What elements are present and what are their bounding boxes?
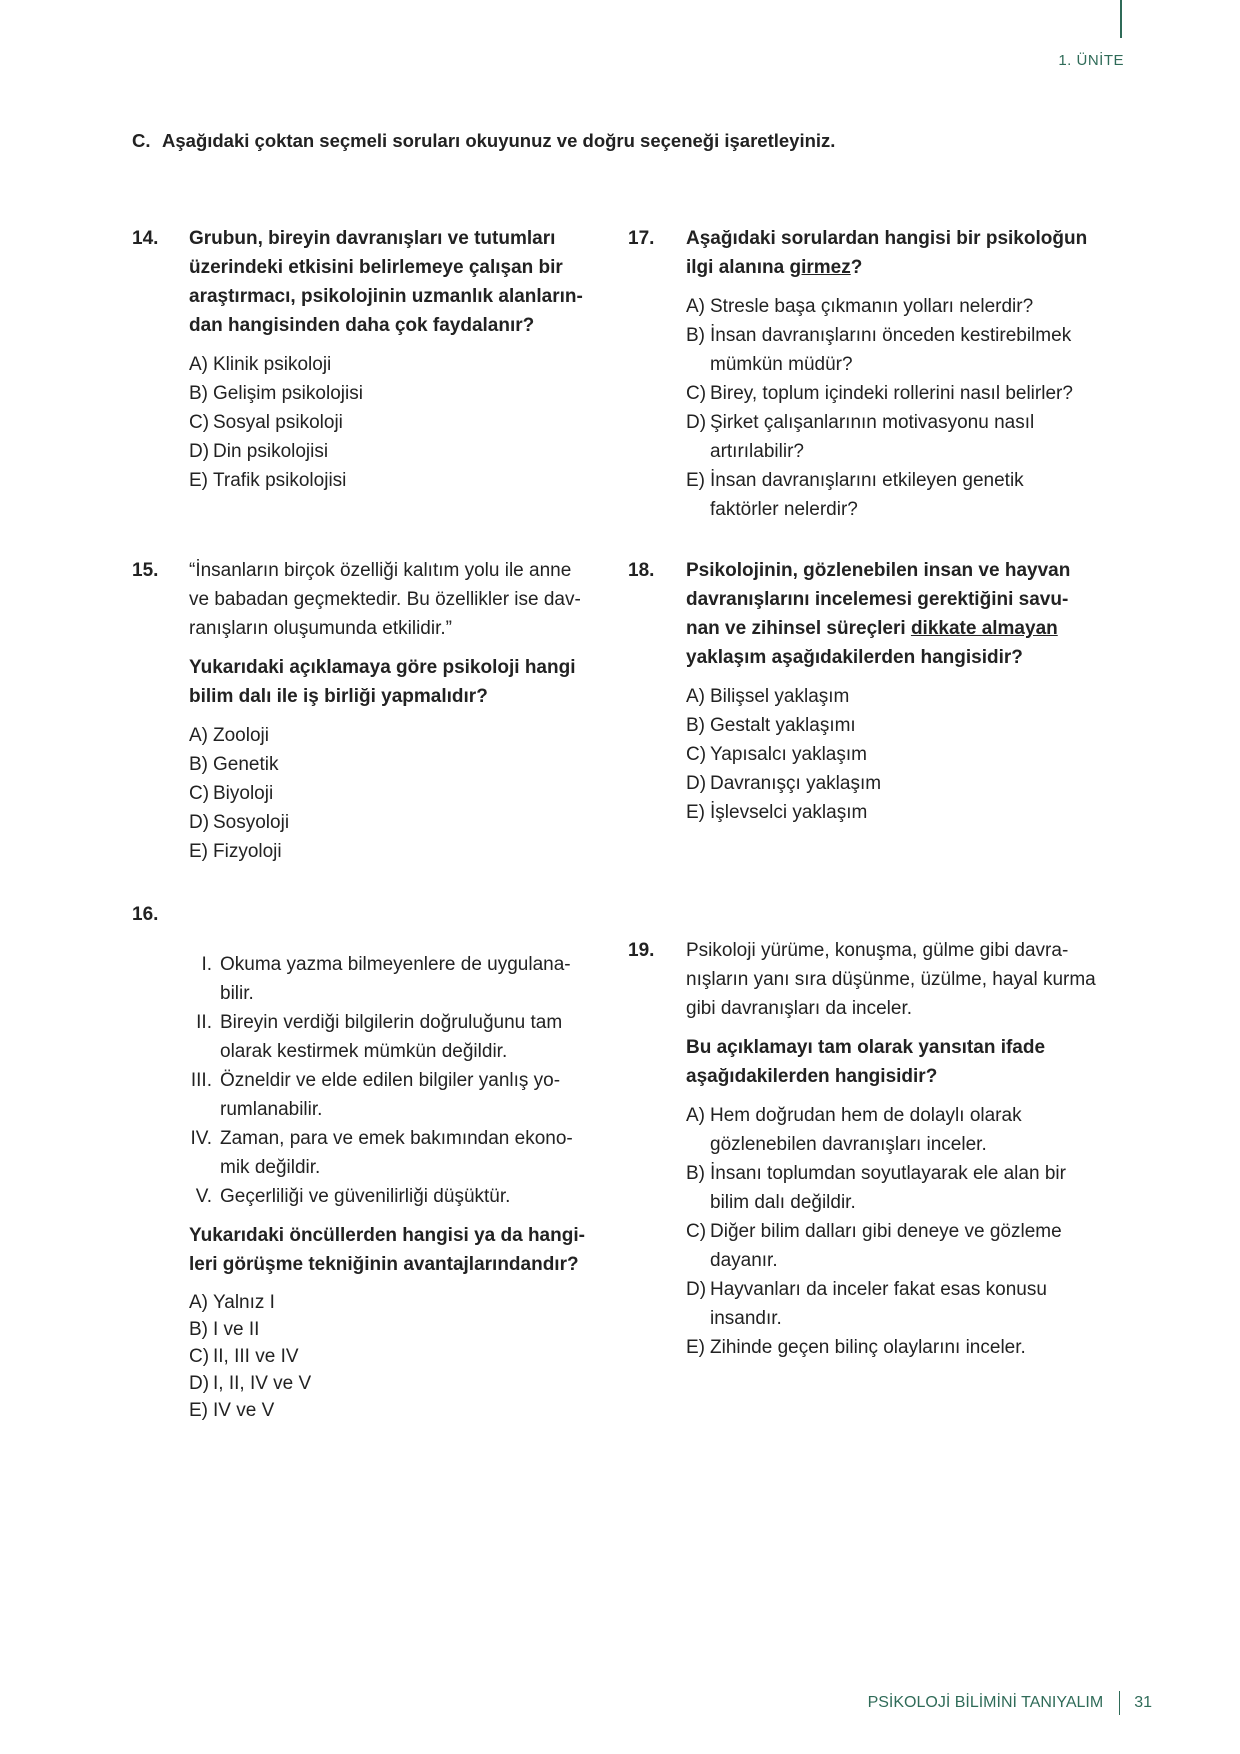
- option-list: [686, 682, 1148, 827]
- option-b[interactable]: B) İnsanı toplumdan soyutlayarak ele alan bir bilim dalı değildir.: [686, 1163, 1066, 1213]
- premise-v: V. Geçerliliği ve güvenilirliği düşüktür.: [195, 1186, 511, 1207]
- option-e[interactable]: E) Trafik psikolojisi: [189, 470, 347, 491]
- question-19: [628, 936, 1148, 1362]
- option-list: [686, 1101, 1148, 1362]
- question-16: [132, 900, 632, 1424]
- question-number: 19.: [628, 940, 655, 961]
- section-instruction: [132, 126, 835, 155]
- option-a[interactable]: A) Zooloji: [189, 725, 269, 746]
- header-rule: [1120, 0, 1122, 38]
- option-b[interactable]: B) I ve II: [189, 1319, 260, 1340]
- stem-line: üzerindeki etkisini belirlemeye çalışan bir: [189, 257, 563, 278]
- option-c[interactable]: C) Biyoloji: [189, 783, 274, 804]
- question-stem: Yukarıdaki açıklamaya göre psikoloji hangi bilim dalı ile iş birliği yapmalıdır?: [189, 657, 576, 707]
- option-a[interactable]: A) Klinik psikoloji: [189, 354, 332, 375]
- option-c[interactable]: C) Diğer bilim dalları gibi deneye ve gözleme dayanır.: [686, 1221, 1062, 1271]
- option-e[interactable]: E) Fizyoloji: [189, 841, 282, 862]
- question-number: 14.: [132, 228, 159, 249]
- underlined-keyword: girmez: [789, 257, 851, 278]
- option-b[interactable]: B) Genetik: [189, 754, 279, 775]
- question-intro: Psikoloji yürüme, konuşma, gülme gibi davra- nışların yanı sıra düşünme, üzülme, hayal kurma gibi davranışları da inceler.: [686, 940, 1096, 1019]
- option-list: [189, 350, 632, 495]
- unit-label: 1. ÜNİTE: [1058, 52, 1124, 69]
- question-number: 17.: [628, 228, 655, 249]
- option-c[interactable]: C) Birey, toplum içindeki rollerini nasıl belirler?: [686, 383, 1073, 404]
- underlined-keyword: dikkate almayan: [910, 618, 1058, 639]
- question-stem: Bu açıklamayı tam olarak yansıtan ifade aşağıdakilerden hangisidir?: [686, 1037, 1046, 1087]
- option-a[interactable]: A) Yalnız I: [189, 1292, 275, 1313]
- option-e[interactable]: E) İşlevselci yaklaşım: [686, 802, 868, 823]
- section-text: Aşağıdaki çoktan seçmeli soruları okuyunuz ve doğru seçeneği işaretleyiniz.: [162, 130, 836, 151]
- premise-list: [176, 950, 632, 1211]
- premise-iii: III. Özneldir ve elde edilen bilgiler yanlış yo- rumlanabilir.: [190, 1070, 561, 1120]
- option-a[interactable]: A) Stresle başa çıkmanın yolları nelerdir?: [686, 296, 1034, 317]
- question-stem: Yukarıdaki öncüllerden hangisi ya da hangi- leri görüşme tekniğinin avantajlarındandır?: [189, 1225, 585, 1275]
- section-letter: C.: [132, 130, 151, 151]
- option-d[interactable]: D) I, II, IV ve V: [189, 1373, 312, 1394]
- page-number: 31: [1134, 1694, 1152, 1711]
- question-quote: “İnsanların birçok özelliği kalıtım yolu ile anne ve babadan geçmektedir. Bu özellikler ise dav- ranışların oluşumunda etkilidir.”: [189, 560, 581, 639]
- stem-line: Grubun, bireyin davranışları ve tutumları: [189, 228, 556, 249]
- option-b[interactable]: B) Gestalt yaklaşımı: [686, 715, 856, 736]
- stem-line: araştırmacı, psikolojinin uzmanlık alanların-: [189, 286, 583, 307]
- premise-ii: II. Bireyin verdiği bilgilerin doğruluğunu tam olarak kestirmek mümkün değildir.: [196, 1012, 563, 1062]
- option-d[interactable]: D) Sosyoloji: [189, 812, 290, 833]
- option-d[interactable]: D) Din psikolojisi: [189, 441, 329, 462]
- option-d[interactable]: D) Şirket çalışanlarının motivasyonu nasıl artırılabilir?: [686, 412, 1035, 462]
- option-a[interactable]: A) Hem doğrudan hem de dolaylı olarak gözlenebilen davranışları inceler.: [686, 1105, 1022, 1155]
- page-footer: [868, 1688, 1152, 1717]
- option-e[interactable]: E) Zihinde geçen bilinç olaylarını inceler.: [686, 1337, 1026, 1358]
- stem-line: dan hangisinden daha çok faydalanır?: [189, 315, 535, 336]
- question-14: [132, 224, 632, 495]
- option-list: [189, 1289, 632, 1424]
- premise-iv: IV. Zaman, para ve emek bakımından ekono- mik değildir.: [190, 1128, 573, 1178]
- footer-divider: [1119, 1691, 1120, 1715]
- option-e[interactable]: E) IV ve V: [189, 1400, 275, 1421]
- option-b[interactable]: B) İnsan davranışlarını önceden kestirebilmek mümkün müdür?: [686, 325, 1072, 375]
- premise-i: I. Okuma yazma bilmeyenlere de uygulana- bilir.: [201, 954, 571, 1004]
- question-number: 15.: [132, 560, 159, 581]
- question-15: [132, 556, 632, 866]
- option-d[interactable]: D) Davranışçı yaklaşım: [686, 773, 882, 794]
- footer-title: PSİKOLOJİ BİLİMİNİ TANIYALIM: [867, 1694, 1104, 1711]
- question-number: 16.: [132, 904, 159, 925]
- question-stem: Aşağıdaki sorulardan hangisi bir psikoloğun ilgi alanına girmez?: [686, 228, 1088, 278]
- question-17: [628, 224, 1148, 524]
- option-list: [686, 292, 1148, 524]
- question-stem: Psikolojinin, gözlenebilen insan ve hayvan davranışlarını incelemesi gerektiğini savu- nan ve zihinsel süreçleri dikkate almayan yaklaşım aşağıdakilerden hangisidir?: [686, 560, 1071, 668]
- option-list: [189, 721, 632, 866]
- option-e[interactable]: E) İnsan davranışlarını etkileyen genetik faktörler nelerdir?: [686, 470, 1024, 520]
- option-c[interactable]: C) II, III ve IV: [189, 1346, 299, 1367]
- question-18: [628, 556, 1148, 827]
- option-c[interactable]: C) Yapısalcı yaklaşım: [686, 744, 867, 765]
- question-number: 18.: [628, 560, 655, 581]
- option-c[interactable]: C) Sosyal psikoloji: [189, 412, 343, 433]
- option-a[interactable]: A) Bilişsel yaklaşım: [686, 686, 850, 707]
- question-stem: [189, 224, 632, 340]
- option-b[interactable]: B) Gelişim psikolojisi: [189, 383, 363, 404]
- option-d[interactable]: D) Hayvanları da inceler fakat esas konusu insandır.: [686, 1279, 1047, 1329]
